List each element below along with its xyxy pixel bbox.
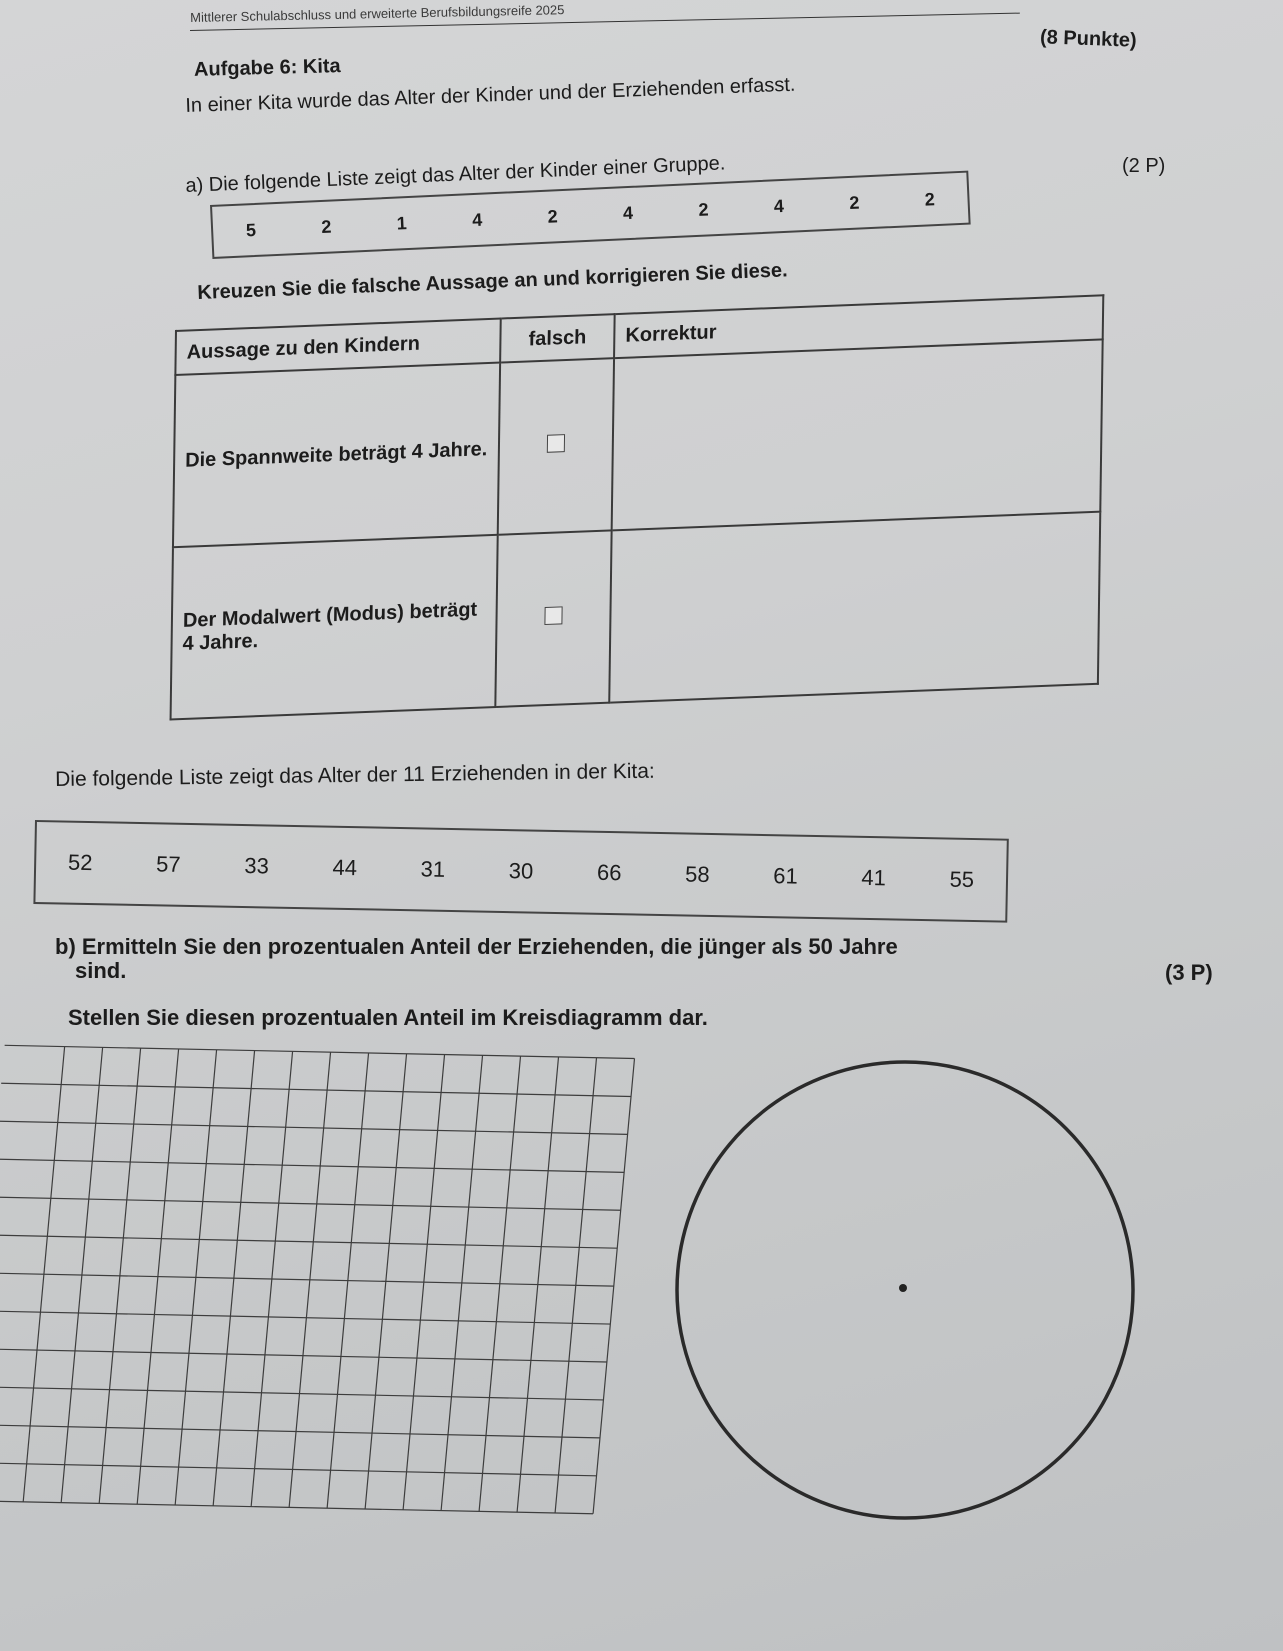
grid-line bbox=[0, 1235, 617, 1248]
part-b-line-1: b) Ermitteln Sie den prozentualen Anteil der Erziehenden, die jünger als 50 Jahre bbox=[55, 934, 898, 959]
staff-age-value: 33 bbox=[244, 853, 270, 879]
staff-age-value: 58 bbox=[684, 861, 710, 887]
staff-ages-label: Die folgende Liste zeigt das Alter der 11 Erziehenden in der Kita: bbox=[55, 759, 655, 791]
child-age-value: 2 bbox=[848, 192, 860, 213]
part-a-instruction: Kreuzen Sie die falsche Aussage an und korrigieren Sie diese. bbox=[197, 259, 788, 304]
part-a-points: (2 P) bbox=[1122, 155, 1166, 177]
false-checkbox[interactable] bbox=[544, 606, 562, 625]
exam-header: Mittlerer Schulabschluss und erweiterte Berufsbildungsreife 2025 bbox=[190, 2, 565, 25]
grid-line bbox=[5, 1045, 635, 1058]
staff-age-value: 52 bbox=[67, 849, 93, 876]
pie-chart-canvas[interactable] bbox=[675, 1060, 1145, 1530]
grid-line bbox=[0, 1273, 614, 1286]
staff-ages-list bbox=[33, 820, 1008, 923]
staff-age-value: 31 bbox=[420, 856, 446, 882]
staff-age-value: 57 bbox=[155, 851, 181, 877]
part-b-line-2: sind. bbox=[75, 958, 127, 983]
child-age-value: 2 bbox=[320, 216, 332, 237]
false-checkbox-cell[interactable] bbox=[495, 530, 611, 707]
grid-line bbox=[0, 1311, 610, 1324]
grid-line bbox=[0, 1121, 628, 1134]
child-age-value: 2 bbox=[547, 205, 559, 227]
grid-line bbox=[0, 1463, 597, 1476]
false-checkbox-cell[interactable] bbox=[498, 358, 614, 535]
child-age-value: 4 bbox=[622, 202, 634, 223]
header-correction: Korrektur bbox=[614, 295, 1103, 358]
part-b-points: (3 P) bbox=[1165, 960, 1213, 985]
header-statement: Aussage zu den Kindern bbox=[175, 318, 500, 375]
task-intro: In einer Kita wurde das Alter der Kinder und der Erziehenden erfasst. bbox=[185, 73, 796, 117]
staff-age-value: 66 bbox=[596, 859, 622, 886]
part-a-label: a) Die folgende Liste zeigt das Alter der Kinder einer Gruppe. bbox=[185, 152, 726, 197]
child-age-value: 4 bbox=[773, 195, 785, 216]
calculation-grid[interactable] bbox=[0, 1040, 640, 1580]
staff-age-value: 30 bbox=[508, 858, 534, 884]
table-row bbox=[171, 512, 1101, 720]
grid-line bbox=[0, 1197, 621, 1210]
header-false: falsch bbox=[500, 314, 615, 362]
staff-age-value: 44 bbox=[332, 854, 358, 881]
staff-age-value: 61 bbox=[773, 863, 799, 889]
total-points: (8 Punkte) bbox=[1039, 26, 1138, 52]
grid-line bbox=[0, 1501, 593, 1514]
pie-center-dot bbox=[899, 1284, 907, 1292]
statement-table bbox=[170, 294, 1105, 720]
child-age-value: 5 bbox=[245, 219, 257, 240]
grid-line bbox=[0, 1425, 600, 1438]
false-checkbox[interactable] bbox=[547, 434, 565, 453]
statement-cell: Der Modalwert (Modus) beträgt 4 Jahre. bbox=[171, 535, 498, 720]
correction-cell[interactable] bbox=[612, 339, 1103, 530]
staff-age-value: 55 bbox=[949, 866, 975, 893]
staff-age-value: 41 bbox=[861, 864, 887, 891]
child-age-value: 2 bbox=[697, 198, 709, 220]
grid-line bbox=[0, 1159, 624, 1172]
correction-cell[interactable] bbox=[609, 512, 1100, 703]
grid-line bbox=[1, 1083, 631, 1096]
task-title: Aufgabe 6: Kita bbox=[193, 55, 341, 81]
child-age-value: 4 bbox=[471, 209, 483, 230]
pie-instruction: Stellen Sie diesen prozentualen Anteil im Kreisdiagramm dar. bbox=[68, 1005, 708, 1030]
statement-cell: Die Spannweite beträgt 4 Jahre. bbox=[173, 363, 500, 548]
part-b-question bbox=[55, 935, 1105, 983]
grid-line bbox=[0, 1387, 603, 1400]
child-age-value: 2 bbox=[924, 188, 936, 210]
child-age-value: 1 bbox=[396, 212, 408, 234]
